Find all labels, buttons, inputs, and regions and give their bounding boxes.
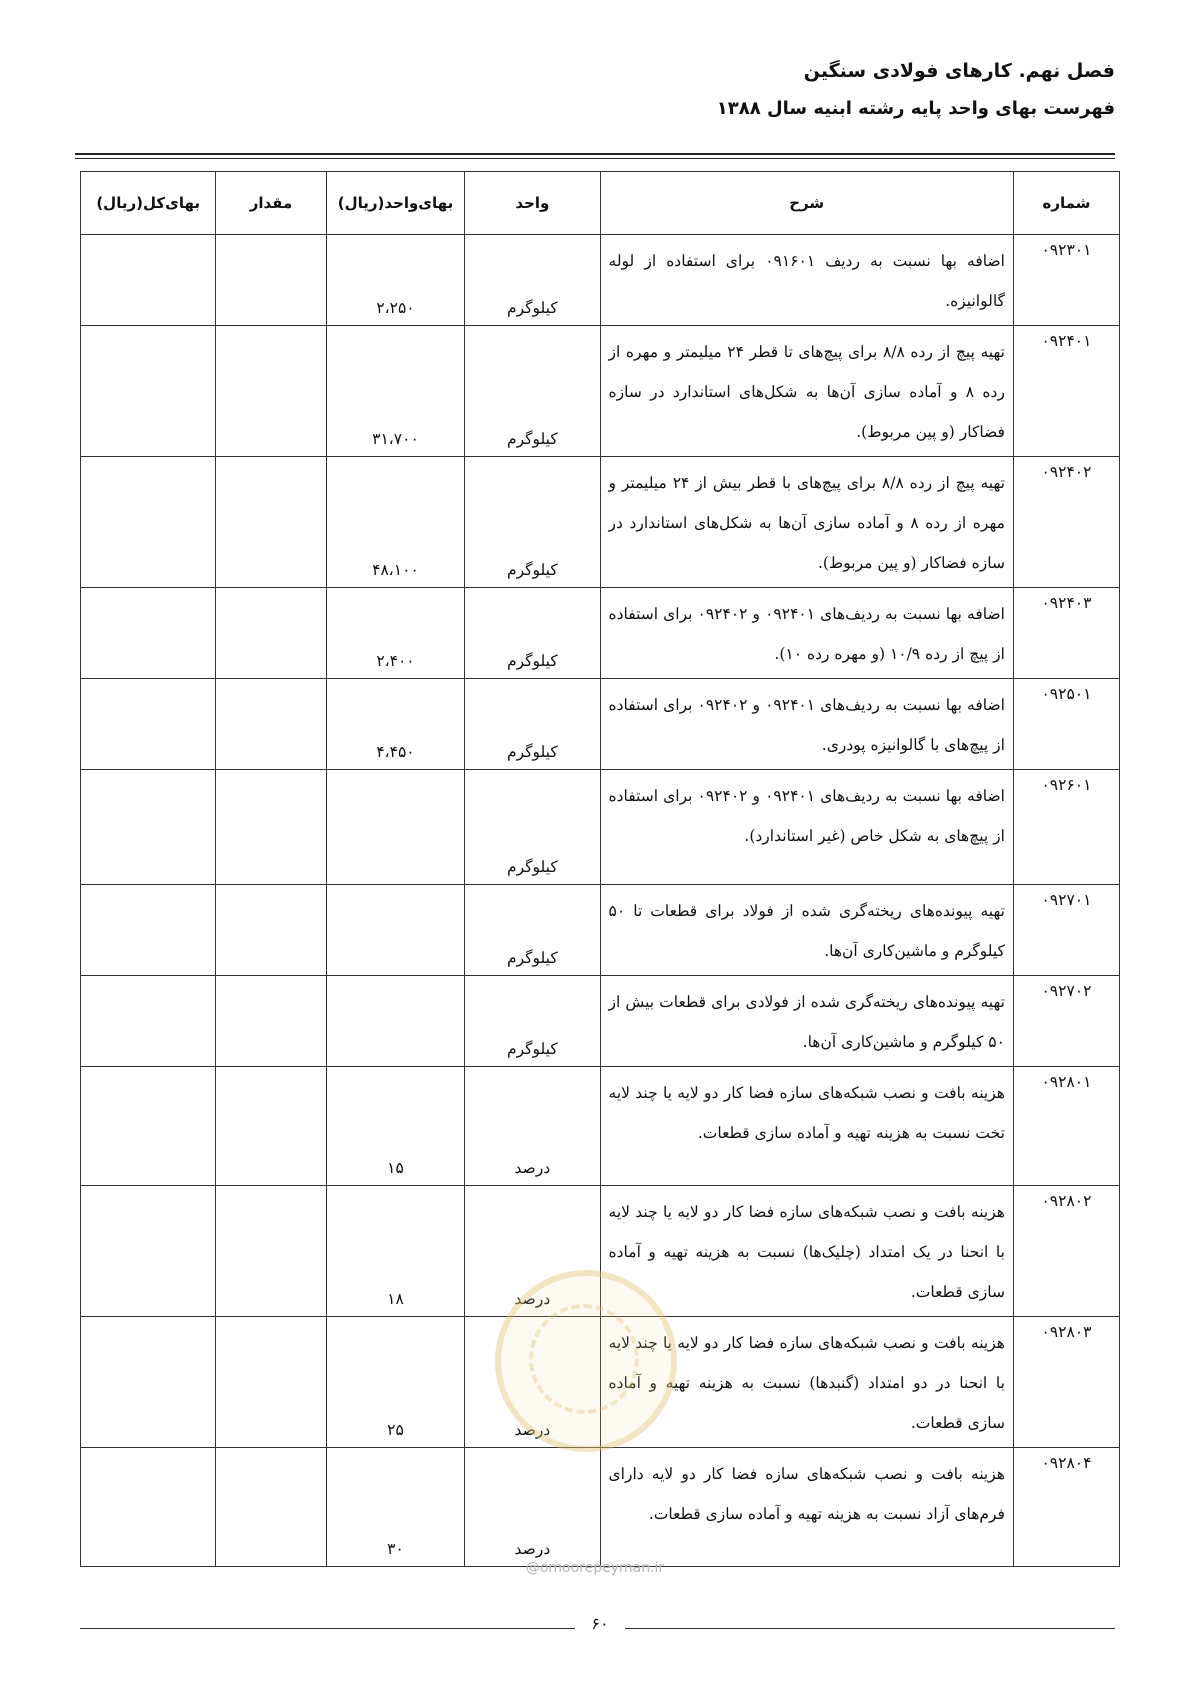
row-description: تهیه پیچ از رده ۸/۸ برای پیچ‌های تا قطر ۲۴ میلیمتر و مهره از رده ۸ و آماده سازی آن‌ها به شکل‌های استاندارد در سازه فضاکار (و پین مربوط). xyxy=(600,326,1013,457)
row-total-price xyxy=(81,326,216,457)
table-row xyxy=(81,1067,1120,1186)
row-unit: کیلوگرم xyxy=(465,885,600,976)
row-description: هزینه بافت و نصب شبکه‌های سازه فضا کار دو لایه دارای فرم‌های آزاد نسبت به هزینه تهیه و آماده سازی قطعات. xyxy=(600,1448,1013,1567)
row-quantity xyxy=(216,1448,326,1567)
page-header xyxy=(717,58,1115,122)
table-row xyxy=(81,588,1120,679)
row-total-price xyxy=(81,457,216,588)
header-rule-thin xyxy=(75,158,1115,159)
header-unit: واحد xyxy=(465,172,600,235)
row-total-price xyxy=(81,679,216,770)
row-unit-price: ۲،۲۵۰ xyxy=(326,235,465,326)
table-row xyxy=(81,976,1120,1067)
row-quantity xyxy=(216,679,326,770)
row-description: تهیه پیونده‌های ریخته‌گری شده از فولادی برای قطعات بیش از ۵۰ کیلوگرم و ماشین‌کاری آن‌ها. xyxy=(600,976,1013,1067)
table-row xyxy=(81,326,1120,457)
table-header-row xyxy=(81,172,1120,235)
header-quantity: مقدار xyxy=(216,172,326,235)
footer-rule-right xyxy=(625,1628,1115,1629)
header-unit-price: بهای‌واحد(ریال) xyxy=(326,172,465,235)
row-unit: کیلوگرم xyxy=(465,976,600,1067)
row-unit-price: ۴۸،۱۰۰ xyxy=(326,457,465,588)
row-quantity xyxy=(216,235,326,326)
row-unit: درصد xyxy=(465,1448,600,1567)
row-description: تهیه پیونده‌های ریخته‌گری شده از فولاد برای قطعات تا ۵۰ کیلوگرم و ماشین‌کاری آن‌ها. xyxy=(600,885,1013,976)
row-unit: کیلوگرم xyxy=(465,679,600,770)
row-unit: کیلوگرم xyxy=(465,457,600,588)
row-code: ۰۹۲۳۰۱ xyxy=(1013,235,1119,326)
footer-rule-left xyxy=(80,1628,575,1629)
row-code: ۰۹۲۴۰۱ xyxy=(1013,326,1119,457)
row-code: ۰۹۲۷۰۱ xyxy=(1013,885,1119,976)
row-unit-price: ۲،۴۰۰ xyxy=(326,588,465,679)
row-quantity xyxy=(216,1186,326,1317)
row-quantity xyxy=(216,885,326,976)
row-quantity xyxy=(216,326,326,457)
row-code: ۰۹۲۴۰۲ xyxy=(1013,457,1119,588)
row-unit: کیلوگرم xyxy=(465,235,600,326)
row-description: هزینه بافت و نصب شبکه‌های سازه فضا کار دو لایه یا چند لایه تخت نسبت به هزینه تهیه و آماده سازی قطعات. xyxy=(600,1067,1013,1186)
row-unit-price: ۴،۴۵۰ xyxy=(326,679,465,770)
row-total-price xyxy=(81,1186,216,1317)
header-code: شماره xyxy=(1013,172,1119,235)
row-unit-price xyxy=(326,976,465,1067)
row-quantity xyxy=(216,457,326,588)
row-code: ۰۹۲۴۰۳ xyxy=(1013,588,1119,679)
row-total-price xyxy=(81,885,216,976)
watermark-site: @omoorepeyman.ir xyxy=(525,1560,665,1576)
table-row xyxy=(81,770,1120,885)
row-unit-price: ۱۵ xyxy=(326,1067,465,1186)
row-unit: درصد xyxy=(465,1186,600,1317)
row-total-price xyxy=(81,976,216,1067)
table-row xyxy=(81,679,1120,770)
watermark-gear-icon xyxy=(529,1304,639,1414)
row-code: ۰۹۲۶۰۱ xyxy=(1013,770,1119,885)
row-description: اضافه بها نسبت به ردیف‌های ۰۹۲۴۰۱ و ۰۹۲۴۰۲ برای استفاده از پیچ از رده ۱۰/۹ (و مهره رده ۱۰). xyxy=(600,588,1013,679)
row-code: ۰۹۲۸۰۴ xyxy=(1013,1448,1119,1567)
row-unit-price: ۱۸ xyxy=(326,1186,465,1317)
row-quantity xyxy=(216,976,326,1067)
row-unit-price xyxy=(326,770,465,885)
table-row xyxy=(81,457,1120,588)
row-quantity xyxy=(216,588,326,679)
row-code: ۰۹۲۷۰۲ xyxy=(1013,976,1119,1067)
row-description: تهیه پیچ از رده ۸/۸ برای پیچ‌های با قطر بیش از ۲۴ میلیمتر و مهره از رده ۸ و آماده سازی آن‌ها به شکل‌های استاندارد در سازه فضاکار (و پین مربوط). xyxy=(600,457,1013,588)
row-code: ۰۹۲۸۰۳ xyxy=(1013,1317,1119,1448)
row-total-price xyxy=(81,770,216,885)
row-description: اضافه بها نسبت به ردیف‌های ۰۹۲۴۰۱ و ۰۹۲۴۰۲ برای استفاده از پیچ‌های با گالوانیزه پودری. xyxy=(600,679,1013,770)
row-unit-price: ۲۵ xyxy=(326,1317,465,1448)
row-unit-price: ۳۱،۷۰۰ xyxy=(326,326,465,457)
row-code: ۰۹۲۵۰۱ xyxy=(1013,679,1119,770)
table-row xyxy=(81,1448,1120,1567)
table-row xyxy=(81,235,1120,326)
row-total-price xyxy=(81,235,216,326)
row-total-price xyxy=(81,588,216,679)
row-unit-price: ۳۰ xyxy=(326,1448,465,1567)
row-description: اضافه بها نسبت به ردیف‌های ۰۹۲۴۰۱ و ۰۹۲۴۰۲ برای استفاده از پیچ‌های به شکل خاص (غیر استاندارد). xyxy=(600,770,1013,885)
row-description: هزینه بافت و نصب شبکه‌های سازه فضا کار دو لایه یا چند لایه با انحنا در یک امتداد (چلیک‌ها) نسبت به هزینه تهیه و آماده سازی قطعات. xyxy=(600,1186,1013,1317)
row-unit: کیلوگرم xyxy=(465,588,600,679)
header-rule-thick xyxy=(75,153,1115,155)
row-total-price xyxy=(81,1317,216,1448)
row-quantity xyxy=(216,1317,326,1448)
document-subtitle: فهرست بهای واحد پایه رشته ابنیه سال ۱۳۸۸ xyxy=(716,98,1115,119)
row-code: ۰۹۲۸۰۲ xyxy=(1013,1186,1119,1317)
row-total-price xyxy=(81,1067,216,1186)
row-code: ۰۹۲۸۰۱ xyxy=(1013,1067,1119,1186)
row-unit: کیلوگرم xyxy=(465,770,600,885)
row-unit: درصد xyxy=(465,1317,600,1448)
page-number: ۶۰ xyxy=(591,1614,609,1633)
table-row xyxy=(81,885,1120,976)
header-description: شرح xyxy=(600,172,1013,235)
row-total-price xyxy=(81,1448,216,1567)
row-quantity xyxy=(216,1067,326,1186)
header-total-price: بهای‌کل(ریال) xyxy=(81,172,216,235)
watermark-seal-icon xyxy=(495,1270,677,1452)
row-unit: کیلوگرم xyxy=(465,326,600,457)
chapter-title: فصل نهم. کارهای فولادی سنگین xyxy=(803,60,1115,82)
row-description: هزینه بافت و نصب شبکه‌های سازه فضا کار دو لایه یا چند لایه با انحنا در دو امتداد (گنبدها) نسبت به هزینه تهیه و آماده سازی قطعات. xyxy=(600,1317,1013,1448)
row-unit-price xyxy=(326,885,465,976)
row-quantity xyxy=(216,770,326,885)
row-unit: درصد xyxy=(465,1067,600,1186)
row-description: اضافه بها نسبت به ردیف ۰۹۱۶۰۱ برای استفاده از لوله گالوانیزه. xyxy=(600,235,1013,326)
